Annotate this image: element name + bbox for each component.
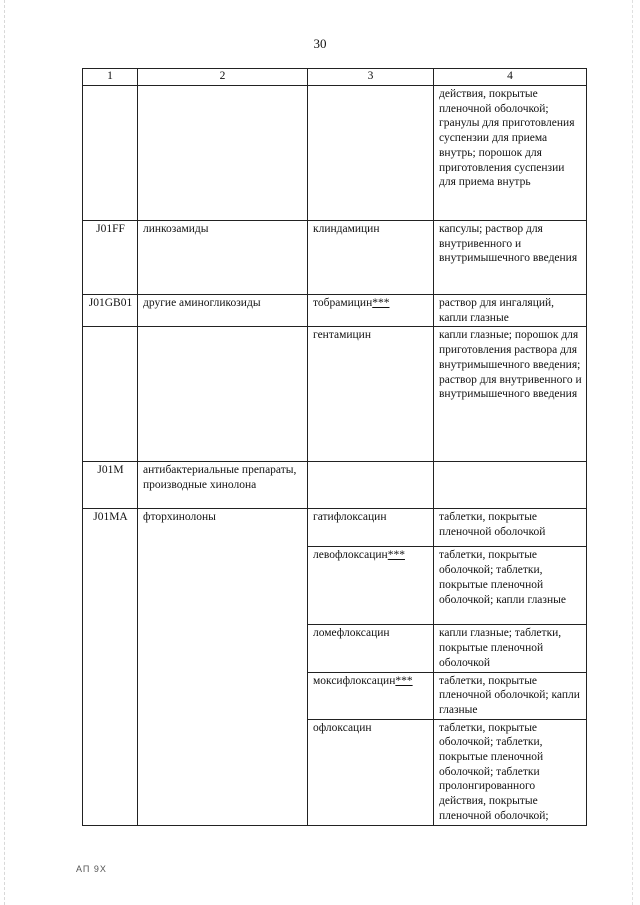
column-header-2: 2: [138, 69, 308, 86]
table-row: [83, 327, 587, 462]
atc-code-cell: J01GB01: [83, 295, 138, 327]
column-header-3: 3: [308, 69, 434, 86]
group-cell: линкозамиды: [138, 221, 308, 295]
table-row: [83, 509, 587, 547]
dosage-form-cell: таблетки, покрытые пленочной оболочкой; капли глазные: [434, 672, 587, 719]
dosage-form-cell: таблетки, покрытые пленочной оболочкой: [434, 509, 587, 547]
page-number: 30: [313, 36, 327, 51]
drug-cell: [308, 672, 434, 719]
drug-cell: [308, 462, 434, 509]
drug-name: тобрамицин: [313, 297, 373, 309]
table-row: [83, 221, 587, 295]
drug-cell: офлоксацин: [308, 719, 434, 825]
group-cell: антибактериальные препараты, производные хинолона: [138, 462, 308, 509]
drug-cell: гентамицин: [308, 327, 434, 462]
table-header-row: [83, 69, 587, 86]
drug-table: [82, 68, 587, 826]
dosage-form-cell: капли глазные; таблетки, покрытые пленочной оболочкой: [434, 625, 587, 672]
atc-code-cell: [83, 86, 138, 221]
scan-edge-left: [4, 0, 6, 905]
group-cell: другие аминогликозиды: [138, 295, 308, 327]
footnote-mark: ***: [395, 674, 413, 687]
dosage-form-cell: таблетки, покрытые оболочкой; таблетки, покрытые пленочной оболочкой; таблетки пролонгированного действия, покрытые пленочной оболочкой;: [434, 719, 587, 825]
footer-mark: АП 9Х: [76, 864, 107, 874]
scan-edge-right: [632, 0, 634, 905]
atc-code-cell: J01MA: [83, 509, 138, 825]
drug-cell: [308, 547, 434, 625]
drug-name: левофлоксацин: [313, 549, 388, 562]
table-row: [83, 295, 587, 327]
atc-code-cell: J01FF: [83, 221, 138, 295]
dosage-form-cell: капли глазные; порошок для приготовления раствора для внутримышечного введения; раствор для внутривенного и внутримышечного введения: [434, 327, 587, 462]
dosage-form-cell: действия, покрытые пленочной оболочкой; гранулы для приготовления суспензии для приема внутрь; порошок для приготовления суспензии для приема внутрь: [434, 86, 587, 221]
atc-code-cell: J01M: [83, 462, 138, 509]
group-cell: [138, 86, 308, 221]
drug-name: моксифлоксацин: [313, 674, 396, 687]
dosage-form-cell: таблетки, покрытые оболочкой; таблетки, покрытые пленочной оболочкой; капли глазные: [434, 547, 587, 625]
drug-cell: [308, 295, 434, 327]
footnote-mark: ***: [387, 549, 405, 562]
footnote-mark: ***: [372, 297, 390, 309]
table-row: [83, 462, 587, 509]
group-cell: фторхинолоны: [138, 509, 308, 825]
drug-cell: гатифлоксацин: [308, 509, 434, 547]
drug-cell: ломефлоксацин: [308, 625, 434, 672]
dosage-form-cell: [434, 462, 587, 509]
atc-code-cell: [83, 327, 138, 462]
drug-cell: [308, 86, 434, 221]
drug-cell: клиндамицин: [308, 221, 434, 295]
column-header-4: 4: [434, 69, 587, 86]
group-cell: [138, 327, 308, 462]
dosage-form-cell: раствор для ингаляций, капли глазные: [434, 295, 587, 327]
table-row: [83, 86, 587, 221]
column-header-1: 1: [83, 69, 138, 86]
dosage-form-cell: капсулы; раствор для внутривенного и внутримышечного введения: [434, 221, 587, 295]
